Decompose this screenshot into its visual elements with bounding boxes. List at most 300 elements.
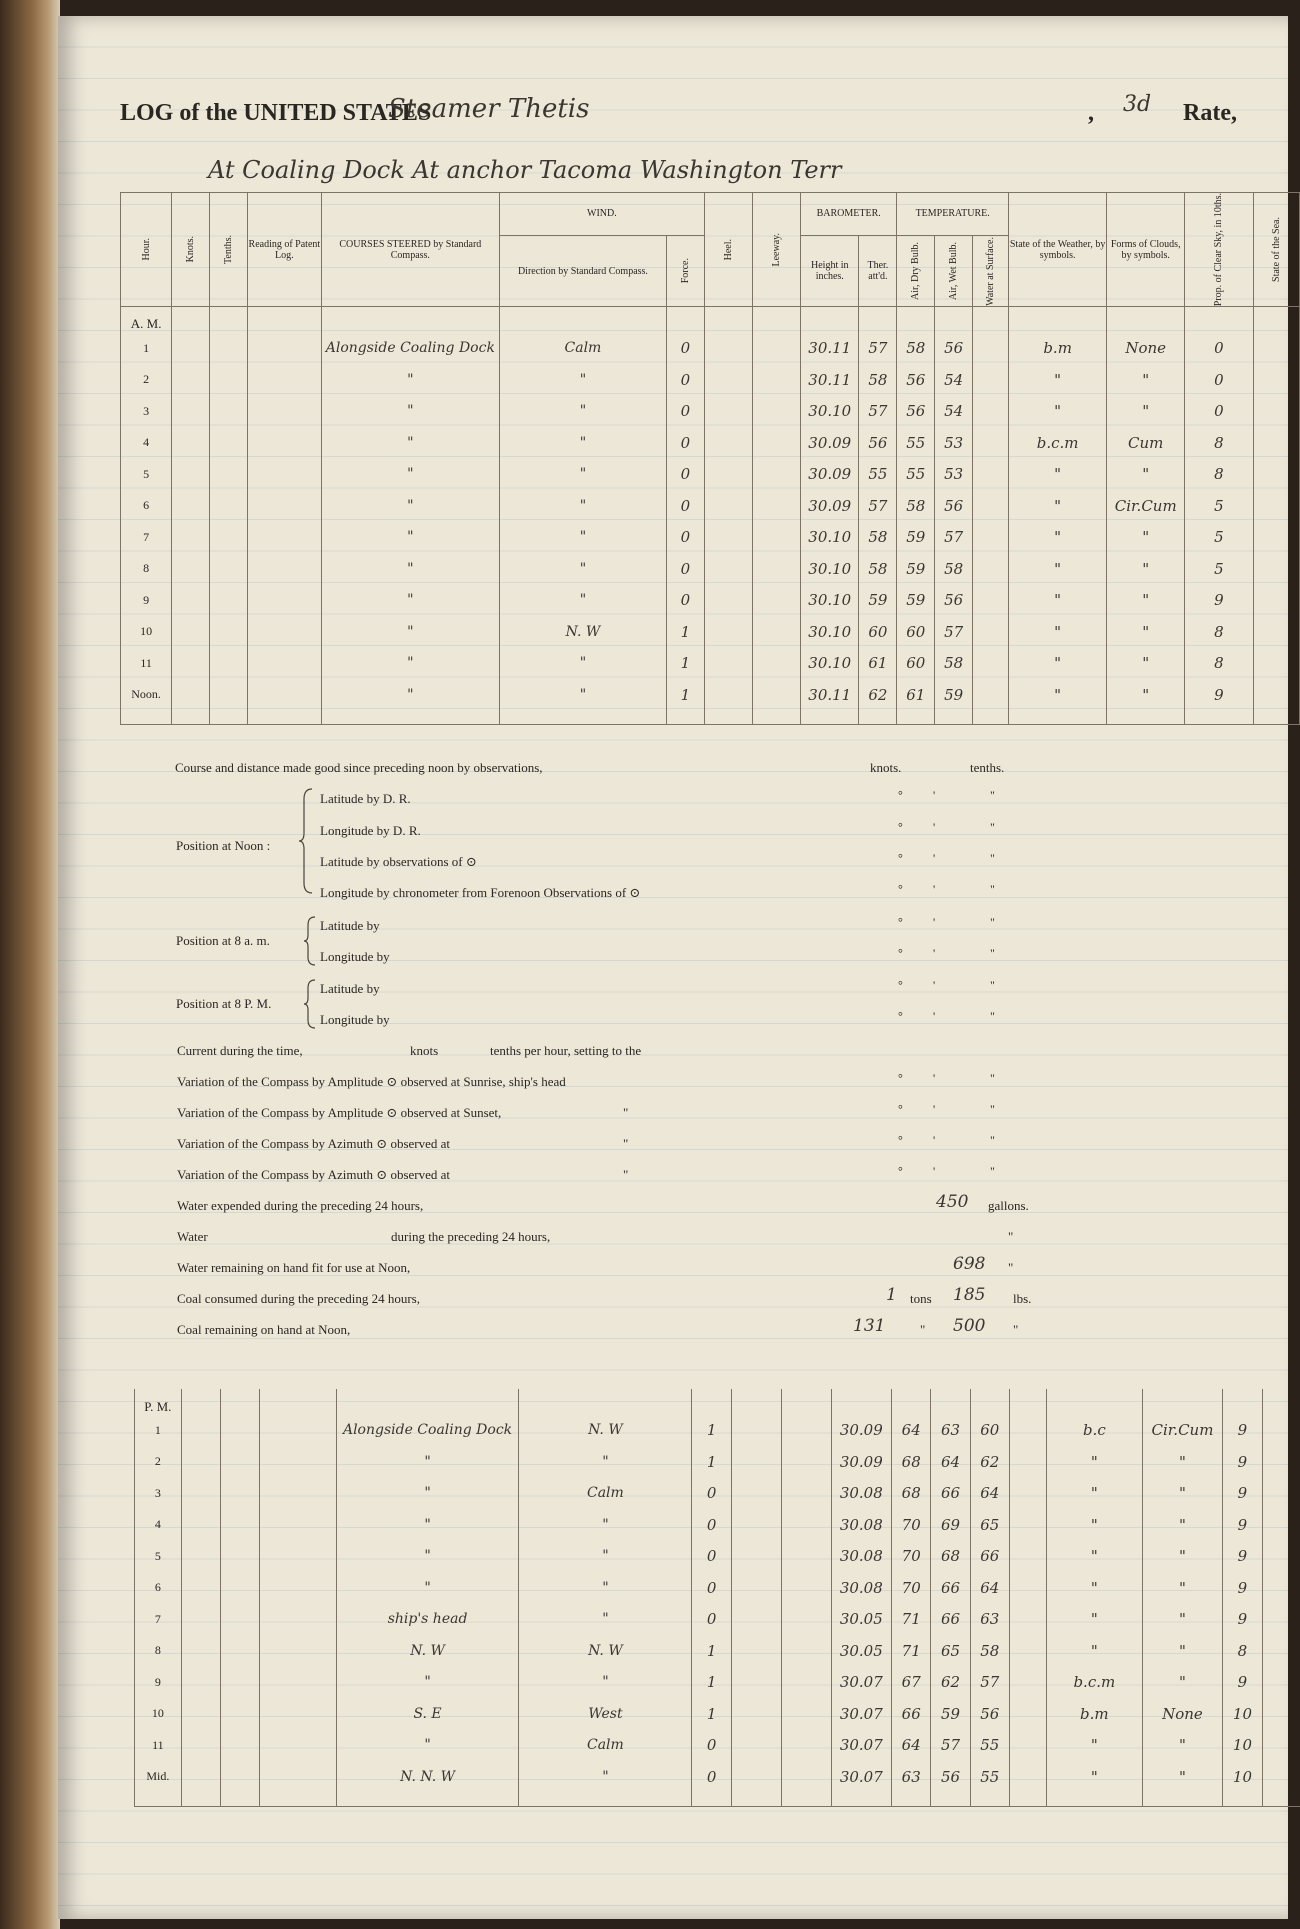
pm-cell-dry: 68 xyxy=(931,1541,970,1573)
position-mark-deg: ° xyxy=(898,820,903,834)
pm-cell-ther: 64 xyxy=(892,1730,931,1762)
am-cell-force: 0 xyxy=(666,395,704,427)
am-cell-dry: 60 xyxy=(897,616,935,648)
col-leeway: Leeway. xyxy=(771,232,782,267)
pm-cell-wind: " xyxy=(519,1604,692,1636)
pm-cell-ther: 70 xyxy=(892,1509,931,1541)
am-cell-force: 1 xyxy=(666,616,704,648)
pm-cell-clear: 9 xyxy=(1223,1478,1262,1510)
pm-cell-force: 1 xyxy=(692,1667,731,1699)
pm-cell-clear: 10 xyxy=(1223,1730,1262,1762)
tenths-label: tenths. xyxy=(970,760,1005,775)
am-cell-clouds: " xyxy=(1107,521,1185,553)
pm-cell-dry: 65 xyxy=(931,1635,970,1667)
am-cell-force: 1 xyxy=(666,679,704,711)
table-row xyxy=(135,1509,1300,1541)
pm-cell-force: 0 xyxy=(692,1509,731,1541)
pm-cell-dry: 69 xyxy=(931,1509,970,1541)
pm-cell-clouds: " xyxy=(1142,1509,1223,1541)
pm-cell-force: 0 xyxy=(692,1604,731,1636)
am-cell-course: " xyxy=(321,395,499,427)
am-cell-h: 2 xyxy=(121,364,172,396)
position-mark-sec: " xyxy=(990,1009,995,1023)
pm-cell-wet: 55 xyxy=(970,1761,1009,1793)
pm-cell-h: 9 xyxy=(135,1667,182,1699)
position-mark-min: ' xyxy=(933,978,936,992)
col-sea: State of the Sea. xyxy=(1270,217,1282,283)
ditto-coal-tons: " xyxy=(920,1322,926,1337)
lon-dr: Longitude by D. R. xyxy=(320,823,421,838)
am-cell-force: 0 xyxy=(666,332,704,364)
am-cell-ther: 55 xyxy=(859,458,897,490)
pm-cell-h: 6 xyxy=(135,1572,182,1604)
pm-cell-wet: 64 xyxy=(970,1478,1009,1510)
am-end-row xyxy=(121,710,1300,724)
am-cell-wet: 54 xyxy=(935,395,973,427)
am-cell-ther: 61 xyxy=(859,647,897,679)
am-cell-wind: N. W xyxy=(499,616,666,648)
position-mark-deg: ° xyxy=(898,882,903,896)
pm-cell-force: 0 xyxy=(692,1541,731,1573)
position-mark-sec: " xyxy=(990,915,995,929)
pm-cell-dry: 62 xyxy=(931,1667,970,1699)
am-cell-dry: 58 xyxy=(897,332,935,364)
am-cell-dry: 58 xyxy=(897,490,935,522)
position-mark-min: ' xyxy=(933,1009,936,1023)
lat-obs: Latitude by observations of ⊙ xyxy=(320,854,477,869)
variation-sunrise: Variation of the Compass by Amplitude ⊙ observed at Sunrise, ship's head xyxy=(177,1074,566,1089)
am-cell-force: 0 xyxy=(666,427,704,459)
pm-cell-ther: 66 xyxy=(892,1698,931,1730)
position-mark-min: ' xyxy=(933,1133,936,1147)
position-mark-deg: ° xyxy=(898,1133,903,1147)
am-cell-ther: 58 xyxy=(859,364,897,396)
pm-cell-clear: 10 xyxy=(1223,1698,1262,1730)
pm-cell-course: " xyxy=(336,1509,519,1541)
am-cell-wet: 59 xyxy=(935,679,973,711)
am-cell-clear: 9 xyxy=(1185,584,1254,616)
course-line: Course and distance made good since preceding noon by observations, xyxy=(175,760,543,775)
am-cell-clouds: " xyxy=(1107,395,1185,427)
am-cell-wind: " xyxy=(499,458,666,490)
am-cell-wind: " xyxy=(499,490,666,522)
pm-cell-clear: 10 xyxy=(1223,1761,1262,1793)
col-water: Water at Surface. xyxy=(985,236,997,306)
table-row xyxy=(121,584,1300,616)
pm-cell-dry: 56 xyxy=(931,1761,970,1793)
am-cell-h: 9 xyxy=(121,584,172,616)
am-cell-clear: 8 xyxy=(1185,647,1254,679)
am-cell-dry: 60 xyxy=(897,647,935,679)
pm-cell-height: 30.07 xyxy=(831,1761,892,1793)
position-mark-deg: ° xyxy=(898,946,903,960)
position-mark-deg: ° xyxy=(898,1071,903,1085)
am-cell-dry: 61 xyxy=(897,679,935,711)
am-cell-height: 30.09 xyxy=(801,427,859,459)
am-cell-force: 0 xyxy=(666,490,704,522)
pos-noon-label: Position at Noon : xyxy=(176,838,271,853)
am-cell-height: 30.10 xyxy=(801,521,859,553)
log-title: LOG of the UNITED STATES xyxy=(120,100,432,126)
current-knots: knots xyxy=(410,1043,439,1058)
pm-cell-course: " xyxy=(336,1478,519,1510)
coal-remaining-lbs: 500 xyxy=(953,1316,986,1336)
table-row xyxy=(121,458,1300,490)
pm-cell-weather: " xyxy=(1047,1572,1143,1604)
pm-cell-force: 1 xyxy=(692,1698,731,1730)
am-cell-wet: 54 xyxy=(935,364,973,396)
pm-cell-ther: 63 xyxy=(892,1761,931,1793)
pm-section-label: P. M. xyxy=(135,1389,182,1415)
pm-cell-course: Alongside Coaling Dock xyxy=(336,1415,519,1447)
am-cell-clear: 5 xyxy=(1185,490,1254,522)
am-cell-force: 0 xyxy=(666,458,704,490)
position-mark-min: ' xyxy=(933,1164,936,1178)
am-cell-height: 30.10 xyxy=(801,584,859,616)
am-cell-weather: " xyxy=(1008,553,1106,585)
pm-cell-force: 0 xyxy=(692,1478,731,1510)
am-cell-ther: 57 xyxy=(859,332,897,364)
am-log-table xyxy=(120,192,1300,725)
am-cell-wind: " xyxy=(499,395,666,427)
am-cell-weather: " xyxy=(1008,490,1106,522)
pm-log-table xyxy=(134,1389,1300,1807)
pm-cell-course: " xyxy=(336,1730,519,1762)
table-row xyxy=(135,1730,1300,1762)
am-cell-weather: b.c.m xyxy=(1008,427,1106,459)
am-cell-ther: 57 xyxy=(859,395,897,427)
pm-cell-weather: b.c xyxy=(1047,1415,1143,1447)
pm-cell-ther: 71 xyxy=(892,1635,931,1667)
pm-label-row xyxy=(135,1389,1300,1415)
position-mark-sec: " xyxy=(990,1071,995,1085)
am-cell-course: " xyxy=(321,553,499,585)
pm-cell-clouds: " xyxy=(1142,1730,1223,1762)
pm-cell-wet: 62 xyxy=(970,1446,1009,1478)
am-cell-dry: 59 xyxy=(897,521,935,553)
am-cell-wet: 57 xyxy=(935,521,973,553)
am-cell-course: " xyxy=(321,521,499,553)
pm-cell-wind: " xyxy=(519,1446,692,1478)
ditto-coal-lbs: " xyxy=(1013,1322,1019,1337)
am-cell-h: 6 xyxy=(121,490,172,522)
am-cell-weather: " xyxy=(1008,616,1106,648)
col-wet: Air, Wet Bulb. xyxy=(948,242,960,301)
col-hour: Hour. xyxy=(140,238,152,261)
am-cell-wet: 53 xyxy=(935,458,973,490)
am-cell-height: 30.11 xyxy=(801,679,859,711)
table-row xyxy=(121,395,1300,427)
table-row xyxy=(135,1604,1300,1636)
pm-cell-ther: 71 xyxy=(892,1604,931,1636)
pm-cell-h: 8 xyxy=(135,1635,182,1667)
coal-remaining: Coal remaining on hand at Noon, xyxy=(177,1322,351,1337)
pm-cell-force: 1 xyxy=(692,1415,731,1447)
pm-cell-clear: 9 xyxy=(1223,1541,1262,1573)
water-expended-value: 450 xyxy=(936,1192,969,1212)
am-cell-height: 30.10 xyxy=(801,395,859,427)
gallons-label: gallons. xyxy=(988,1198,1029,1213)
tons-label: tons xyxy=(910,1291,932,1306)
position-mark-min: ' xyxy=(933,820,936,834)
am-cell-height: 30.11 xyxy=(801,332,859,364)
table-row xyxy=(121,647,1300,679)
col-clear: Prop. of Clear Sky, in 10ths. xyxy=(1213,193,1225,307)
lon-8pm: Longitude by xyxy=(320,1012,390,1027)
lon-8am: Longitude by xyxy=(320,949,390,964)
am-cell-weather: " xyxy=(1008,647,1106,679)
am-cell-force: 1 xyxy=(666,647,704,679)
am-cell-ther: 57 xyxy=(859,490,897,522)
pm-cell-h: 2 xyxy=(135,1446,182,1478)
am-cell-height: 30.11 xyxy=(801,364,859,396)
am-cell-clouds: " xyxy=(1107,584,1185,616)
pm-cell-force: 0 xyxy=(692,1761,731,1793)
table-row xyxy=(135,1415,1300,1447)
am-cell-height: 30.09 xyxy=(801,458,859,490)
pm-cell-height: 30.08 xyxy=(831,1572,892,1604)
am-cell-wind: " xyxy=(499,553,666,585)
pm-cell-height: 30.08 xyxy=(831,1541,892,1573)
am-cell-h: 5 xyxy=(121,458,172,490)
pm-cell-ther: 70 xyxy=(892,1541,931,1573)
pm-cell-clear: 9 xyxy=(1223,1415,1262,1447)
pm-cell-force: 0 xyxy=(692,1572,731,1604)
pm-cell-wind: " xyxy=(519,1667,692,1699)
water-remaining: Water remaining on hand fit for use at Noon, xyxy=(177,1260,411,1275)
am-cell-course: " xyxy=(321,679,499,711)
am-cell-dry: 55 xyxy=(897,427,935,459)
am-cell-clear: 9 xyxy=(1185,679,1254,711)
am-cell-wet: 56 xyxy=(935,332,973,364)
am-cell-dry: 59 xyxy=(897,553,935,585)
vessel-name: Steamer Thetis xyxy=(388,94,590,124)
water-label: Water xyxy=(177,1229,208,1244)
pm-cell-course: S. E xyxy=(336,1698,519,1730)
pm-cell-dry: 66 xyxy=(931,1478,970,1510)
pm-cell-clouds: " xyxy=(1142,1541,1223,1573)
am-cell-clouds: Cum xyxy=(1107,427,1185,459)
pm-cell-weather: " xyxy=(1047,1541,1143,1573)
coal-consumed: Coal consumed during the preceding 24 hours, xyxy=(177,1291,420,1306)
pos-8pm-label: Position at 8 P. M. xyxy=(176,996,272,1011)
pm-cell-ther: 64 xyxy=(892,1415,931,1447)
current-line: Current during the time, xyxy=(177,1043,303,1058)
position-mark-min: ' xyxy=(933,788,936,802)
position-mark-sec: " xyxy=(990,820,995,834)
pm-cell-h: 10 xyxy=(135,1698,182,1730)
pm-cell-course: ship's head xyxy=(336,1604,519,1636)
position-mark-min: ' xyxy=(933,946,936,960)
table-row xyxy=(121,679,1300,711)
coal-remaining-tons: 131 xyxy=(853,1316,886,1336)
pm-cell-clouds: " xyxy=(1142,1761,1223,1793)
col-temperature: TEMPERATURE. xyxy=(915,208,990,220)
pm-cell-height: 30.09 xyxy=(831,1446,892,1478)
pm-cell-wind: N. W xyxy=(519,1415,692,1447)
pm-cell-height: 30.08 xyxy=(831,1478,892,1510)
am-cell-wind: Calm xyxy=(499,332,666,364)
position-mark-deg: ° xyxy=(898,915,903,929)
am-cell-wind: " xyxy=(499,364,666,396)
table-row xyxy=(135,1478,1300,1510)
pm-cell-dry: 66 xyxy=(931,1604,970,1636)
pm-cell-ther: 70 xyxy=(892,1572,931,1604)
pm-cell-h: 7 xyxy=(135,1604,182,1636)
am-cell-wind: " xyxy=(499,647,666,679)
pm-cell-h: Mid. xyxy=(135,1761,182,1793)
pm-cell-dry: 57 xyxy=(931,1730,970,1762)
am-cell-weather: " xyxy=(1008,584,1106,616)
pm-end-row xyxy=(135,1793,1300,1807)
log-page xyxy=(58,16,1288,1919)
am-cell-wet: 56 xyxy=(935,584,973,616)
am-cell-h: 8 xyxy=(121,553,172,585)
position-mark-sec: " xyxy=(990,946,995,960)
am-cell-clear: 5 xyxy=(1185,521,1254,553)
position-mark-min: ' xyxy=(933,1071,936,1085)
pm-cell-height: 30.08 xyxy=(831,1509,892,1541)
pm-cell-wet: 57 xyxy=(970,1667,1009,1699)
am-cell-course: " xyxy=(321,584,499,616)
location-line: At Coaling Dock At anchor Tacoma Washington Terr xyxy=(208,156,842,184)
pm-cell-course: " xyxy=(336,1572,519,1604)
pm-cell-course: N. N. W xyxy=(336,1761,519,1793)
pm-cell-force: 1 xyxy=(692,1446,731,1478)
pm-cell-weather: b.c.m xyxy=(1047,1667,1143,1699)
am-cell-course: " xyxy=(321,616,499,648)
pm-cell-ther: 68 xyxy=(892,1446,931,1478)
am-cell-clear: 8 xyxy=(1185,616,1254,648)
pm-cell-wet: 64 xyxy=(970,1572,1009,1604)
pm-cell-wind: " xyxy=(519,1572,692,1604)
water-during: during the preceding 24 hours, xyxy=(391,1229,551,1244)
lat-8am: Latitude by xyxy=(320,918,380,933)
pm-cell-force: 0 xyxy=(692,1730,731,1762)
am-cell-height: 30.10 xyxy=(801,647,859,679)
pm-cell-wet: 55 xyxy=(970,1730,1009,1762)
pm-cell-ther: 67 xyxy=(892,1667,931,1699)
pm-cell-dry: 59 xyxy=(931,1698,970,1730)
col-knots: Knots. xyxy=(185,236,197,263)
pm-cell-h: 1 xyxy=(135,1415,182,1447)
am-cell-clouds: " xyxy=(1107,616,1185,648)
am-cell-course: " xyxy=(321,364,499,396)
pm-cell-wind: Calm xyxy=(519,1730,692,1762)
lat-dr: Latitude by D. R. xyxy=(320,791,411,806)
position-mark-deg: ° xyxy=(898,851,903,865)
col-courses: COURSES STEERED by Standard Compass. xyxy=(339,238,482,261)
am-cell-clouds: " xyxy=(1107,458,1185,490)
pm-cell-weather: " xyxy=(1047,1635,1143,1667)
am-cell-weather: " xyxy=(1008,364,1106,396)
am-cell-wet: 58 xyxy=(935,647,973,679)
brace-8pm xyxy=(303,978,317,1030)
am-cell-wet: 53 xyxy=(935,427,973,459)
water-expended: Water expended during the preceding 24 hours, xyxy=(177,1198,424,1213)
pm-cell-clouds: " xyxy=(1142,1478,1223,1510)
pm-cell-wet: 66 xyxy=(970,1541,1009,1573)
position-mark-sec: " xyxy=(990,882,995,896)
pm-cell-clear: 9 xyxy=(1223,1572,1262,1604)
col-ther: Ther. att'd. xyxy=(867,260,889,283)
am-cell-clouds: " xyxy=(1107,647,1185,679)
current-tenths: tenths per hour, setting to the xyxy=(490,1043,642,1058)
col-heel: Heel. xyxy=(722,238,734,261)
pm-cell-wind: N. W xyxy=(519,1635,692,1667)
pm-cell-clouds: Cir.Cum xyxy=(1142,1415,1223,1447)
position-mark-sec: " xyxy=(990,1164,995,1178)
am-section-label: A. M. xyxy=(121,307,172,333)
pm-cell-weather: " xyxy=(1047,1730,1143,1762)
water-remaining-value: 698 xyxy=(953,1254,986,1274)
position-mark-sec: " xyxy=(990,978,995,992)
am-cell-wind: " xyxy=(499,521,666,553)
table-row xyxy=(121,616,1300,648)
brace-noon xyxy=(298,787,314,895)
table-row xyxy=(121,521,1300,553)
am-cell-wet: 56 xyxy=(935,490,973,522)
am-cell-clear: 0 xyxy=(1185,395,1254,427)
pm-cell-weather: " xyxy=(1047,1761,1143,1793)
am-cell-weather: b.m xyxy=(1008,332,1106,364)
pm-cell-height: 30.07 xyxy=(831,1730,892,1762)
table-row xyxy=(121,332,1300,364)
pm-cell-weather: " xyxy=(1047,1446,1143,1478)
position-mark-min: ' xyxy=(933,882,936,896)
pm-cell-height: 30.05 xyxy=(831,1604,892,1636)
am-cell-course: Alongside Coaling Dock xyxy=(321,332,499,364)
book-spine xyxy=(0,0,60,1929)
pm-cell-clouds: " xyxy=(1142,1446,1223,1478)
am-cell-h: 1 xyxy=(121,332,172,364)
pm-cell-height: 30.05 xyxy=(831,1635,892,1667)
am-cell-h: 7 xyxy=(121,521,172,553)
pm-cell-course: " xyxy=(336,1446,519,1478)
am-cell-force: 0 xyxy=(666,553,704,585)
position-mark-deg: ° xyxy=(898,1164,903,1178)
variation-azimuth-1: Variation of the Compass by Azimuth ⊙ observed at xyxy=(177,1136,451,1151)
ditto-water-rem: " xyxy=(1008,1260,1014,1275)
pm-cell-clouds: " xyxy=(1142,1635,1223,1667)
col-wind: WIND. xyxy=(587,208,617,220)
position-mark-sec: " xyxy=(990,1133,995,1147)
pm-cell-ther: 68 xyxy=(892,1478,931,1510)
table-row xyxy=(135,1572,1300,1604)
am-cell-clear: 8 xyxy=(1185,427,1254,459)
am-cell-ther: 60 xyxy=(859,616,897,648)
pm-cell-dry: 64 xyxy=(931,1446,970,1478)
table-row xyxy=(121,490,1300,522)
col-dry: Air, Dry Bulb. xyxy=(910,242,922,301)
lon-chron: Longitude by chronometer from Forenoon Observations of ⊙ xyxy=(320,885,641,900)
pm-cell-wet: 58 xyxy=(970,1635,1009,1667)
pm-cell-height: 30.07 xyxy=(831,1698,892,1730)
am-cell-ther: 58 xyxy=(859,521,897,553)
am-cell-h: 4 xyxy=(121,427,172,459)
am-cell-height: 30.09 xyxy=(801,490,859,522)
pos-8am-label: Position at 8 a. m. xyxy=(176,933,270,948)
position-mark-sec: " xyxy=(990,1102,995,1116)
table-row xyxy=(121,427,1300,459)
pm-cell-clouds: " xyxy=(1142,1572,1223,1604)
table-row xyxy=(121,364,1300,396)
rate-number: 3d xyxy=(1123,92,1152,117)
table-row xyxy=(135,1761,1300,1793)
am-cell-clouds: None xyxy=(1107,332,1185,364)
position-mark-sec: " xyxy=(990,851,995,865)
am-cell-force: 0 xyxy=(666,584,704,616)
